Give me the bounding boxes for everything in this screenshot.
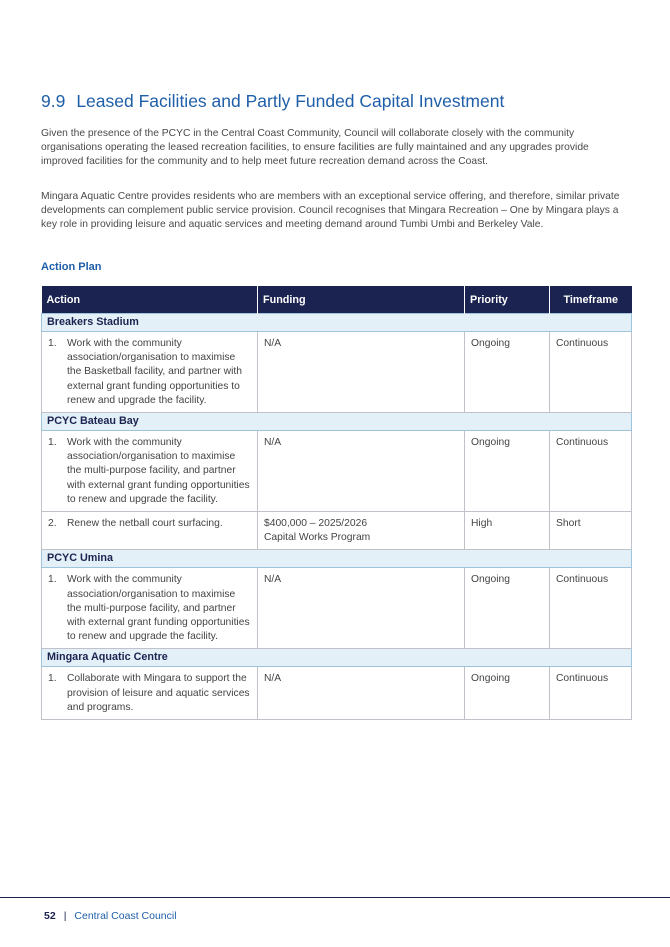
timeframe-cell: Continuous — [550, 667, 632, 720]
column-header-funding: Funding — [258, 286, 465, 314]
priority-cell: High — [465, 512, 550, 550]
action-text: Renew the netball court surfacing. — [67, 518, 223, 530]
group-name: Mingara Aquatic Centre — [42, 649, 632, 667]
footer-organisation: Central Coast Council — [74, 910, 177, 922]
action-item — [48, 672, 251, 715]
funding-cell — [258, 667, 465, 720]
group-name: PCYC Bateau Bay — [42, 413, 632, 431]
action-number: 1. — [48, 673, 57, 685]
group-name: PCYC Umina — [42, 550, 632, 568]
table-row — [42, 512, 632, 550]
action-number: 2. — [48, 518, 57, 530]
action-number: 1. — [48, 437, 57, 449]
action-cell — [42, 512, 258, 550]
action-item — [48, 337, 251, 408]
footer-separator: | — [63, 910, 67, 922]
column-header-timeframe: Timeframe — [550, 286, 632, 314]
intro-paragraph-2: Mingara Aquatic Centre provides residents who are members with an exceptional service offering, and therefore, similar private developments can complement public service provision. Council recognises that Mingara Recreation – One by Mingara plays a key role in providing leisure and aquatic services and meeting demand around Tumbi Umbi and Berkeley Vale. — [41, 191, 620, 231]
table-row — [42, 568, 632, 649]
action-item — [48, 573, 251, 644]
priority-cell: Ongoing — [465, 431, 550, 512]
funding-text: N/A — [264, 574, 282, 586]
timeframe-cell: Continuous — [550, 568, 632, 649]
section-title: Leased Facilities and Partly Funded Capital Investment — [76, 91, 505, 111]
action-number: 1. — [48, 338, 57, 349]
action-item — [48, 436, 251, 507]
column-header-priority: Priority — [465, 286, 550, 314]
column-header-action: Action — [42, 286, 258, 314]
footer-divider — [0, 897, 670, 898]
group-row — [42, 550, 632, 568]
timeframe-cell: Continuous — [550, 431, 632, 512]
priority-cell: Ongoing — [465, 568, 550, 649]
priority-cell: Ongoing — [465, 667, 550, 720]
action-text: Work with the community association/organisation to maximise the multi-purpose facility, and partner with external grant funding opportunities to renew and upgrade the facility. — [67, 574, 250, 643]
action-text: Collaborate with Mingara to support the provision of leisure and aquatic services and programs. — [67, 673, 250, 713]
group-row — [42, 649, 632, 667]
table-header-row — [42, 286, 632, 314]
funding-cell — [258, 568, 465, 649]
action-plan-heading: Action Plan — [41, 261, 102, 273]
funding-program: Capital Works Program — [264, 532, 371, 544]
timeframe-cell: Short — [550, 512, 632, 550]
table-row — [42, 332, 632, 413]
table-body — [42, 314, 632, 720]
action-cell — [42, 667, 258, 720]
timeframe-cell: Continuous — [550, 332, 632, 413]
group-row — [42, 314, 632, 332]
table-row — [42, 667, 632, 720]
intro-paragraph-1: Given the presence of the PCYC in the Central Coast Community, Council will collaborate closely with the community organisations operating the leased recreation facilities, to ensure facilities are fully maintained and any upgrades provide improved facilities for the community and to help meet future recreation demand across the Coast. — [41, 128, 589, 168]
group-row — [42, 413, 632, 431]
funding-text: N/A — [264, 437, 282, 449]
action-number: 1. — [48, 574, 57, 586]
funding-cell — [258, 332, 465, 413]
action-cell — [42, 431, 258, 512]
page-number: 52 — [44, 910, 56, 922]
section-number: 9.9 — [41, 91, 66, 111]
action-plan-table — [41, 286, 632, 720]
action-item — [48, 517, 251, 531]
section-heading — [41, 91, 641, 112]
action-text: Work with the community association/organisation to maximise the multi-purpose facility, and partner with external grant funding opportunities to renew and upgrade the facility. — [67, 437, 250, 505]
funding-text: N/A — [264, 673, 282, 685]
action-cell — [42, 332, 258, 413]
action-text: Work with the community association/organisation to maximise the Basketball facility, and partner with external grant funding opportunities to renew and upgrade the facility. — [67, 338, 242, 406]
funding-text: N/A — [264, 338, 282, 349]
group-name: Breakers Stadium — [42, 314, 632, 332]
page-footer — [44, 910, 177, 922]
action-cell — [42, 568, 258, 649]
funding-cell — [258, 512, 465, 550]
table-row — [42, 431, 632, 512]
priority-cell: Ongoing — [465, 332, 550, 413]
funding-text: $400,000 – 2025/2026 — [264, 518, 368, 530]
funding-cell — [258, 431, 465, 512]
